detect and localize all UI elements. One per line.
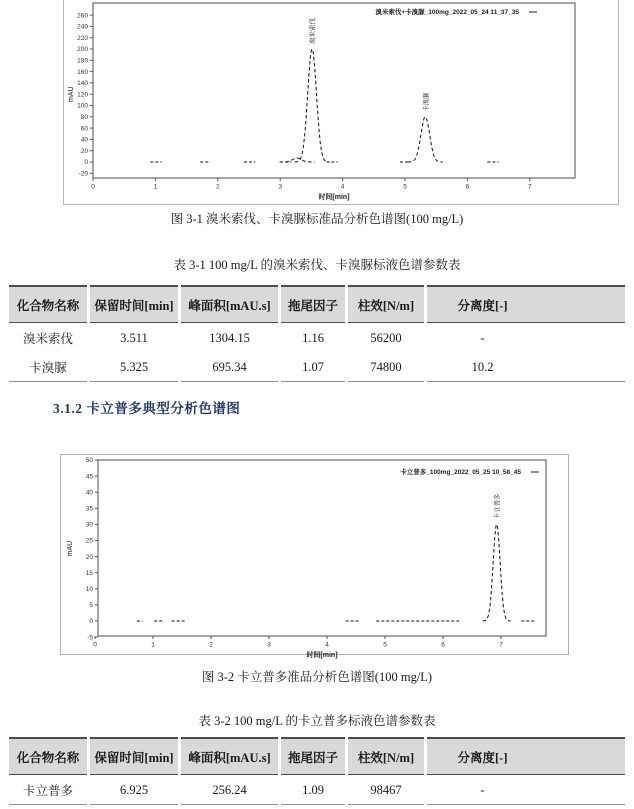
peak-label: 卡溴脲 [422,92,430,112]
legend-text: 溴米索伐+卡溴脲_100mg_2022_05_24 11_37_35 [375,9,519,16]
y-tick-label: 15 [85,569,93,577]
column-header: 分离度[-] [427,737,625,775]
table-cell: 74800 [348,352,424,382]
table-cell: 56200 [348,323,424,352]
table-cell: 10.2 [427,352,625,382]
table-2-title: 表 3-2 100 mg/L 的卡立普多标液色谱参数表 [198,714,436,728]
y-tick-label: 10 [85,586,93,593]
chromatogram-2-svg [61,455,568,659]
column-header: 拖尾因子 [281,737,345,775]
table-cell: 6.925 [90,775,178,805]
y-tick-label: 30 [85,521,93,529]
y-tick-label: 180 [77,57,88,65]
column-header: 化合物名称 [9,737,87,775]
plot-border [93,3,575,178]
y-tick-label: -5 [87,634,93,642]
y-tick-label: 40 [80,136,88,144]
y-tick-label: 50 [85,457,93,465]
y-tick-label: 240 [77,23,88,31]
table-cell: - [427,323,625,352]
y-tick-label: 5 [89,602,93,610]
chromatogram-figure-1 [63,0,619,205]
x-tick-label: 2 [209,641,213,649]
x-tick-label: 1 [151,641,155,649]
y-tick-label: -20 [78,170,88,178]
x-tick-label: 2 [215,183,220,191]
x-tick-label: 6 [465,183,470,191]
column-header: 拖尾因子 [281,285,345,323]
x-tick-label: 4 [340,183,345,191]
column-header: 分离度[-] [427,285,625,323]
y-tick-label: 20 [85,553,93,561]
table-cell: 卡立普多 [9,775,87,805]
x-tick-label: 7 [527,183,532,191]
y-tick-label: 0 [89,618,93,626]
chromatogram-1-svg [64,0,618,204]
y-axis-label: mAU [67,540,74,557]
y-tick-label: 25 [85,537,93,545]
table-cell: 98467 [348,775,424,805]
column-header: 峰面积[mAU.s] [181,737,278,775]
x-axis-label: 时间[min] [318,194,350,201]
table-cell: 3.511 [90,323,178,352]
peak-label: 溴米索伐 [309,18,317,44]
y-tick-label: 60 [80,125,88,133]
table-cell: 256.24 [181,775,278,805]
table-row [9,323,625,352]
column-header: 峰面积[mAU.s] [181,285,278,323]
y-tick-label: 100 [77,102,88,110]
legend-text: 卡立普多_100mg_2022_05_25 10_58_45 [400,469,521,476]
table-cell: 1.09 [281,775,345,805]
table-cell: 5.325 [90,352,178,382]
table-cell: 1.07 [281,352,345,382]
x-tick-label: 5 [383,641,387,649]
x-tick-label: 3 [267,641,271,649]
table-1-title: 表 3-1 100 mg/L 的溴米索伐、卡溴脲标液色谱参数表 [173,258,461,272]
y-tick-label: 0 [84,159,88,167]
peak-trace [295,49,330,162]
parameters-table-1 [6,285,628,382]
x-tick-label: 7 [499,641,503,649]
figure-2-caption: 图 3-2 卡立普多准品分析色谱图(100 mg/L) [201,670,433,684]
y-tick-label: 200 [77,46,88,54]
section-heading: 3.1.2 卡立普多典型分析色谱图 [53,401,241,416]
peak-trace [483,524,511,621]
table-row [9,352,625,382]
y-axis-label: mAU [68,86,75,102]
y-tick-label: 140 [77,80,88,88]
column-header: 保留时间[min] [90,285,178,323]
figure-1-caption: 图 3-1 溴米索伐、卡溴脲标准品分析色谱图(100 mg/L) [170,212,464,226]
x-tick-label: 5 [403,183,407,191]
x-tick-label: 1 [153,183,158,191]
table-2-container [6,737,628,805]
x-tick-label: 0 [93,641,97,649]
table-cell: 溴米索伐 [9,323,87,352]
table-cell: 1.16 [281,323,345,352]
y-tick-label: 45 [85,473,93,481]
table-cell: 1304.15 [181,323,278,352]
y-tick-label: 120 [77,91,88,99]
y-tick-label: 160 [77,68,88,76]
column-header: 柱效[N/m] [348,737,424,775]
table-header-row [9,285,625,323]
peak-label: 卡立普多 [494,493,502,520]
column-header: 柱效[N/m] [348,285,424,323]
y-tick-label: 80 [80,114,88,121]
x-tick-label: 3 [278,183,283,191]
table-cell: 卡溴脲 [9,352,87,382]
column-header: 保留时间[min] [90,737,178,775]
x-tick-label: 6 [441,641,445,649]
table-cell: - [427,775,625,805]
table-header-row [9,737,625,775]
x-axis-label: 时间[min] [306,652,338,659]
y-tick-label: 220 [77,34,88,42]
plot-border [98,460,546,636]
x-tick-label: 0 [91,183,95,191]
table-row [9,775,625,805]
table-1-container [6,285,628,382]
y-tick-label: 40 [85,489,93,497]
parameters-table-2 [6,737,628,805]
table-cell: 695.34 [181,352,278,382]
chromatogram-figure-2 [60,454,569,659]
column-header: 化合物名称 [9,285,87,323]
y-tick-label: 260 [77,12,88,20]
peak-trace [408,117,443,162]
y-tick-label: 20 [80,147,88,155]
y-tick-label: 35 [85,505,93,513]
x-tick-label: 4 [325,641,329,649]
